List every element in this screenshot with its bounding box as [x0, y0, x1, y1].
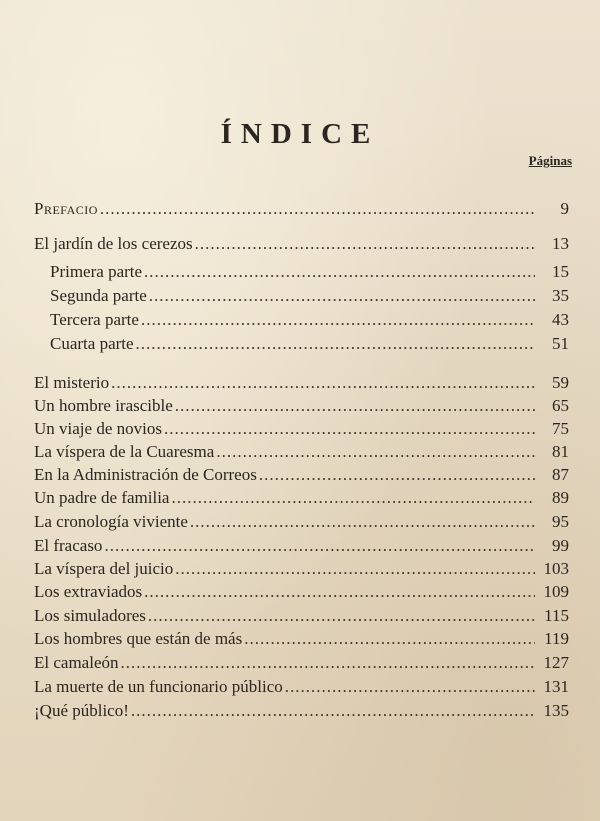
toc-entry-label: Cuarta parte [50, 334, 134, 353]
toc-entry-vispera-del-juicio [34, 558, 569, 580]
toc-entry-page: 119 [544, 629, 569, 648]
toc-entry-page: 13 [552, 234, 569, 253]
toc-subentry-segunda-parte [50, 285, 569, 307]
toc-entry-prefacio [34, 198, 569, 220]
leader-dots [144, 581, 535, 603]
toc-entry-label: ¡Qué público! [34, 701, 129, 720]
toc-entry-label: La víspera de la Cuaresma [34, 442, 215, 461]
toc-entry-vispera-de-la-cuaresma [34, 441, 569, 463]
toc-entry-page: 15 [552, 262, 569, 281]
toc-entry-muerte-de-un-funcionario [34, 676, 569, 698]
toc-entry-page: 59 [552, 373, 569, 392]
toc-entry-page: 51 [552, 334, 569, 353]
toc-entry-page: 99 [552, 536, 569, 555]
toc-entry-label: El camaleón [34, 653, 119, 672]
leader-dots [149, 285, 535, 307]
leader-dots [111, 372, 535, 394]
toc-entry-page: 95 [552, 512, 569, 531]
leader-dots [259, 464, 535, 486]
toc-entry-label: Un hombre irascible [34, 396, 173, 415]
toc-entry-label: Un viaje de novios [34, 419, 162, 438]
toc-subentry-cuarta-parte [50, 333, 569, 355]
leader-dots [104, 535, 535, 557]
leader-dots [148, 605, 535, 627]
toc-entry-label: La víspera del juicio [34, 559, 174, 578]
leader-dots [121, 652, 536, 674]
toc-entry-cronologia-viviente [34, 511, 569, 533]
toc-entry-page: 135 [543, 701, 569, 720]
toc-entry-label: Prefacio [34, 199, 98, 218]
toc-entry-label: Primera parte [50, 262, 143, 281]
toc-entry-label: Los simuladores [34, 606, 146, 625]
leader-dots [171, 487, 535, 509]
leader-dots [285, 676, 535, 698]
toc-entry-viaje-de-novios [34, 418, 569, 440]
toc-entry-el-misterio [34, 372, 569, 394]
page-title: ÍNDICE [220, 118, 380, 150]
leader-dots [100, 198, 535, 220]
toc-entry-los-extraviados [34, 581, 569, 603]
toc-entry-label: En la Administración de Correos [34, 465, 257, 484]
toc-entry-page: 127 [543, 653, 569, 672]
toc-entry-label: El jardín de los cerezos [34, 234, 193, 253]
leader-dots [216, 441, 535, 463]
toc-entry-padre-de-familia [34, 487, 569, 509]
toc-entry-label: Los hombres que están de más [34, 629, 243, 648]
leader-dots [175, 558, 535, 580]
toc-entry-label: Los extraviados [34, 582, 143, 601]
toc-entry-page: 35 [552, 286, 569, 305]
toc-entry-jardin-de-los-cerezos [34, 233, 569, 255]
toc-entry-label: La muerte de un funcionario público [34, 677, 283, 696]
toc-subentry-primera-parte [50, 261, 569, 283]
leader-dots [175, 395, 535, 417]
toc-entry-hombre-irascible [34, 395, 569, 417]
toc-entry-page: 87 [552, 465, 569, 484]
toc-entry-page: 81 [552, 442, 569, 461]
toc-entry-hombres-que-estan-de-mas [34, 628, 569, 650]
leader-dots [244, 628, 535, 650]
toc-entry-label: La cronología viviente [34, 512, 188, 531]
toc-entry-page: 65 [552, 396, 569, 415]
toc-entry-page: 89 [552, 488, 569, 507]
toc-entry-label: Tercera parte [50, 310, 139, 329]
leader-dots [164, 418, 535, 440]
toc-entry-los-simuladores [34, 605, 569, 627]
toc-entry-page: 131 [543, 677, 569, 696]
toc-entry-page: 9 [560, 199, 569, 218]
leader-dots [131, 700, 535, 722]
toc-entry-label: El fracaso [34, 536, 103, 555]
toc-entry-page: 43 [552, 310, 569, 329]
toc-entry-que-publico [34, 700, 569, 722]
leader-dots [144, 261, 535, 283]
toc-entry-page: 103 [543, 559, 569, 578]
toc-entry-page: 109 [543, 582, 569, 601]
toc-entry-label: El misterio [34, 373, 110, 392]
toc-entry-label: Un padre de familia [34, 488, 170, 507]
leader-dots [136, 333, 535, 355]
toc-entry-page: 75 [552, 419, 569, 438]
toc-entry-el-camaleon [34, 652, 569, 674]
toc-entry-page: 115 [544, 606, 569, 625]
pages-column-header: Páginas [528, 153, 572, 168]
leader-dots [190, 511, 535, 533]
toc-entry-label: Segunda parte [50, 286, 147, 305]
leader-dots [141, 309, 535, 331]
toc-entry-el-fracaso [34, 535, 569, 557]
leader-dots [195, 233, 535, 255]
toc-subentry-tercera-parte [50, 309, 569, 331]
toc-entry-administracion-de-correos [34, 464, 569, 486]
